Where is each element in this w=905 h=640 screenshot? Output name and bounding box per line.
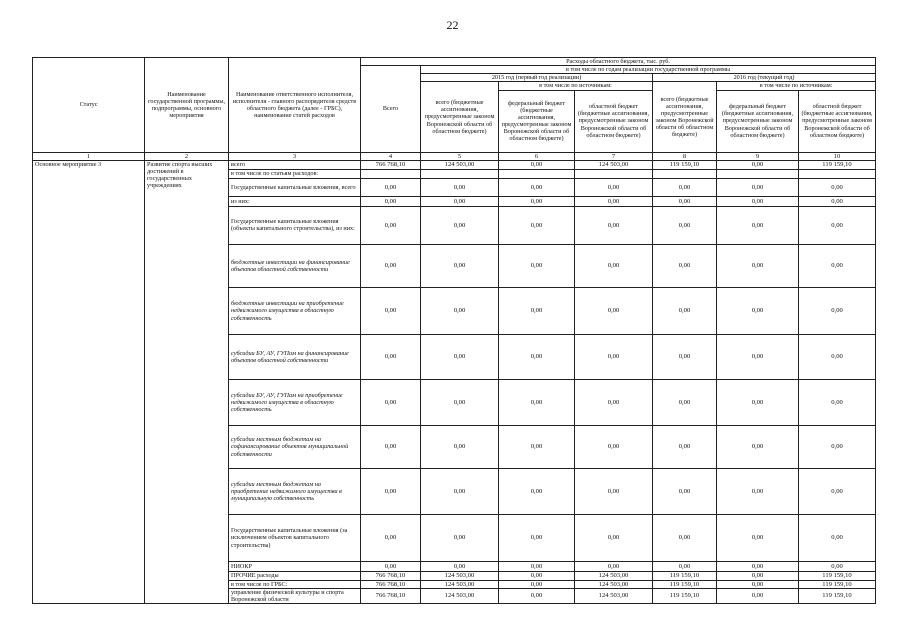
row-label: субсидии местным бюджетам на софинансирование объектов муниципальной собственности xyxy=(229,425,361,468)
header-federal-2015: федеральный бюджет (бюджетные ассигнования, предусмотренные законом Воронежской области об областном бюджете) xyxy=(499,90,575,152)
cell-value: 0,00 xyxy=(799,561,876,571)
cell-value xyxy=(499,169,575,178)
cell-value: 0,00 xyxy=(653,244,717,287)
cell-value: 0,00 xyxy=(421,468,499,514)
cell-value: 0,00 xyxy=(421,244,499,287)
cell-value: 0,00 xyxy=(575,244,653,287)
table-row xyxy=(33,160,876,169)
cell-value: 119 159,10 xyxy=(799,160,876,169)
header-total: Всего xyxy=(361,66,421,152)
cell-value: 0,00 xyxy=(499,160,575,169)
cell-value: 0,00 xyxy=(653,196,717,206)
cell-value: 0,00 xyxy=(575,425,653,468)
cell-value: 0,00 xyxy=(799,206,876,244)
cell-value: 0,00 xyxy=(575,196,653,206)
header-expenses: Расходы областного бюджета, тыс. руб. xyxy=(361,58,876,66)
cell-value: 0,00 xyxy=(575,514,653,561)
cell-value: 766 768,10 xyxy=(361,580,421,589)
column-number: 3 xyxy=(229,152,361,160)
cell-value: 0,00 xyxy=(653,561,717,571)
row-label: в том числе по статьям расходов: xyxy=(229,169,361,178)
cell-value: 119 159,10 xyxy=(653,580,717,589)
cell-value: 119 159,10 xyxy=(799,571,876,580)
cell-value: 0,00 xyxy=(799,468,876,514)
cell-value: 0,00 xyxy=(499,468,575,514)
cell-value: 124 503,00 xyxy=(421,589,499,604)
budget-table xyxy=(32,57,876,604)
column-number: 7 xyxy=(575,152,653,160)
cell-value: 766 768,10 xyxy=(361,571,421,580)
cell-value: 0,00 xyxy=(653,334,717,379)
row-label: субсидии БУ, АУ, ГУПам на приобретение недвижимого имущества в областную собственность xyxy=(229,379,361,425)
row-label: субсидии БУ, АУ, ГУПам на финансирование объектов областной собственности xyxy=(229,334,361,379)
cell-value: 0,00 xyxy=(361,561,421,571)
cell-value: 0,00 xyxy=(499,514,575,561)
cell-value: 0,00 xyxy=(499,206,575,244)
header-all-budget-2015: всего (бюджетные ассигнования, предусмотренные законом Воронежской области об областном бюджете) xyxy=(421,82,499,152)
header-program-name: Наименование государственной программы, подпрограммы, основного мероприятия xyxy=(145,58,229,153)
cell-value: 119 159,10 xyxy=(653,589,717,604)
cell-value: 119 159,10 xyxy=(653,571,717,580)
cell-value: 0,00 xyxy=(361,196,421,206)
cell-value: 0,00 xyxy=(575,561,653,571)
cell-value: 0,00 xyxy=(361,379,421,425)
cell-value: 0,00 xyxy=(717,514,799,561)
cell-value: 124 503,00 xyxy=(575,160,653,169)
cell-value: 766 768,10 xyxy=(361,589,421,604)
cell-value: 0,00 xyxy=(717,160,799,169)
cell-value xyxy=(653,169,717,178)
cell-value: 0,00 xyxy=(499,425,575,468)
cell-value: 0,00 xyxy=(575,468,653,514)
cell-value: 0,00 xyxy=(799,379,876,425)
cell-value: 119 159,10 xyxy=(799,589,876,604)
cell-value: 0,00 xyxy=(575,334,653,379)
cell-value xyxy=(717,169,799,178)
cell-value: 0,00 xyxy=(717,196,799,206)
cell-value: 0,00 xyxy=(361,425,421,468)
cell-value: 124 503,00 xyxy=(575,580,653,589)
column-number: 1 xyxy=(33,152,145,160)
column-number: 5 xyxy=(421,152,499,160)
cell-value: 0,00 xyxy=(421,178,499,196)
cell-value: 0,00 xyxy=(653,206,717,244)
cell-value: 0,00 xyxy=(499,334,575,379)
column-number: 9 xyxy=(717,152,799,160)
cell-value: 0,00 xyxy=(653,468,717,514)
row-label: бюджетные инвестиции на финансирование объектов областной собственности xyxy=(229,244,361,287)
header-regional-2015: областной бюджет (бюджетные ассигнования, предусмотренные законом Воронежской области об областном бюджете) xyxy=(575,90,653,152)
cell-value: 124 503,00 xyxy=(421,571,499,580)
cell-value: 0,00 xyxy=(421,514,499,561)
row-label: Государственные капитальные вложения, всего xyxy=(229,178,361,196)
row-label: Государственные капитальные вложения (объекты капитального строительства), из них: xyxy=(229,206,361,244)
cell-value: 0,00 xyxy=(499,589,575,604)
header-status: Статус xyxy=(33,58,145,153)
row-label: НИОКР xyxy=(229,561,361,571)
cell-value: 0,00 xyxy=(717,561,799,571)
cell-value: 0,00 xyxy=(361,206,421,244)
cell-value: 0,00 xyxy=(421,379,499,425)
header-year-2015: 2015 год (первый год реализации) xyxy=(421,74,653,82)
cell-value: 0,00 xyxy=(499,379,575,425)
row-label: бюджетные инвестиции на приобретение недвижимого имущества в областную собственность xyxy=(229,287,361,334)
cell-value: 0,00 xyxy=(361,514,421,561)
column-number: 4 xyxy=(361,152,421,160)
cell-value: 0,00 xyxy=(361,334,421,379)
cell-value: 0,00 xyxy=(421,287,499,334)
cell-value: 0,00 xyxy=(653,379,717,425)
cell-value xyxy=(361,169,421,178)
cell-value: 0,00 xyxy=(717,468,799,514)
header-federal-2016: федеральный бюджет (бюджетные ассигнования, предусмотренные законом Воронежской области об областном бюджете) xyxy=(717,90,799,152)
cell-value: 0,00 xyxy=(421,561,499,571)
cell-value: 0,00 xyxy=(717,244,799,287)
header-sources-2016: в том числе по источникам: xyxy=(717,82,876,90)
program-cell: Развитие спорта высших достижений в государственных учреждениях xyxy=(145,160,229,603)
cell-value: 0,00 xyxy=(799,196,876,206)
row-label: всего xyxy=(229,160,361,169)
cell-value: 766 768,10 xyxy=(361,160,421,169)
cell-value: 124 503,00 xyxy=(575,589,653,604)
row-label: субсидии местным бюджетам на приобретение недвижимого имущества в муниципальную собственность xyxy=(229,468,361,514)
cell-value: 119 159,10 xyxy=(653,160,717,169)
cell-value: 0,00 xyxy=(499,580,575,589)
cell-value: 0,00 xyxy=(421,334,499,379)
cell-value: 0,00 xyxy=(361,244,421,287)
cell-value: 0,00 xyxy=(799,334,876,379)
cell-value: 0,00 xyxy=(799,514,876,561)
cell-value: 0,00 xyxy=(499,244,575,287)
column-number: 8 xyxy=(653,152,717,160)
cell-value: 0,00 xyxy=(361,287,421,334)
column-number: 2 xyxy=(145,152,229,160)
cell-value: 0,00 xyxy=(361,178,421,196)
cell-value: 0,00 xyxy=(717,571,799,580)
cell-value: 0,00 xyxy=(575,206,653,244)
cell-value: 0,00 xyxy=(717,178,799,196)
cell-value: 0,00 xyxy=(799,244,876,287)
row-label: Государственные капитальные вложения (за исключением объектов капитального строительства) xyxy=(229,514,361,561)
cell-value: 119 159,10 xyxy=(799,580,876,589)
cell-value: 0,00 xyxy=(421,196,499,206)
cell-value xyxy=(799,169,876,178)
cell-value: 0,00 xyxy=(799,425,876,468)
cell-value: 0,00 xyxy=(799,178,876,196)
page-number: 22 xyxy=(446,18,459,32)
cell-value: 0,00 xyxy=(361,468,421,514)
header-all-budget-2016: всего (бюджетные ассигнования, предусмотренные законом Воронежской области об областном бюджете) xyxy=(653,82,717,152)
cell-value: 0,00 xyxy=(421,425,499,468)
row-label: управление физической культуры и спорта Воронежской области xyxy=(229,589,361,604)
cell-value: 124 503,00 xyxy=(421,580,499,589)
cell-value xyxy=(575,169,653,178)
cell-value: 0,00 xyxy=(575,287,653,334)
column-number: 10 xyxy=(799,152,876,160)
row-label: из них: xyxy=(229,196,361,206)
row-label: в том числе по ГРБС: xyxy=(229,580,361,589)
cell-value: 124 503,00 xyxy=(575,571,653,580)
cell-value: 0,00 xyxy=(653,425,717,468)
cell-value: 0,00 xyxy=(575,379,653,425)
cell-value: 0,00 xyxy=(421,206,499,244)
cell-value: 0,00 xyxy=(499,571,575,580)
cell-value: 0,00 xyxy=(717,334,799,379)
header-sources-2015: в том числе по источникам: xyxy=(499,82,653,90)
column-number: 6 xyxy=(499,152,575,160)
cell-value: 0,00 xyxy=(653,178,717,196)
header-year-2016: 2016 год (текущий год) xyxy=(653,74,876,82)
cell-value: 0,00 xyxy=(717,589,799,604)
cell-value: 0,00 xyxy=(499,561,575,571)
status-cell: Основное мероприятие 3 xyxy=(33,160,145,603)
cell-value: 0,00 xyxy=(717,425,799,468)
cell-value: 0,00 xyxy=(653,514,717,561)
cell-value: 0,00 xyxy=(717,379,799,425)
cell-value: 0,00 xyxy=(717,580,799,589)
row-label: ПРОЧИЕ расходы xyxy=(229,571,361,580)
cell-value: 0,00 xyxy=(799,287,876,334)
cell-value: 0,00 xyxy=(575,178,653,196)
cell-value: 0,00 xyxy=(499,196,575,206)
header-regional-2016: областной бюджет (бюджетные ассигнования, предусмотренные законом Воронежской области об областном бюджете) xyxy=(799,90,876,152)
header-executor: Наименование ответственного исполнителя, исполнителя - главного распорядителя средств областного бюджета (далее - ГРБС), наименование статей расходов xyxy=(229,58,361,153)
cell-value: 0,00 xyxy=(717,206,799,244)
header-by-years: в том числе по годам реализации государственной программы xyxy=(421,66,876,74)
cell-value: 0,00 xyxy=(499,287,575,334)
cell-value: 0,00 xyxy=(717,287,799,334)
cell-value: 124 503,00 xyxy=(421,160,499,169)
cell-value: 0,00 xyxy=(653,287,717,334)
cell-value: 0,00 xyxy=(499,178,575,196)
cell-value xyxy=(421,169,499,178)
